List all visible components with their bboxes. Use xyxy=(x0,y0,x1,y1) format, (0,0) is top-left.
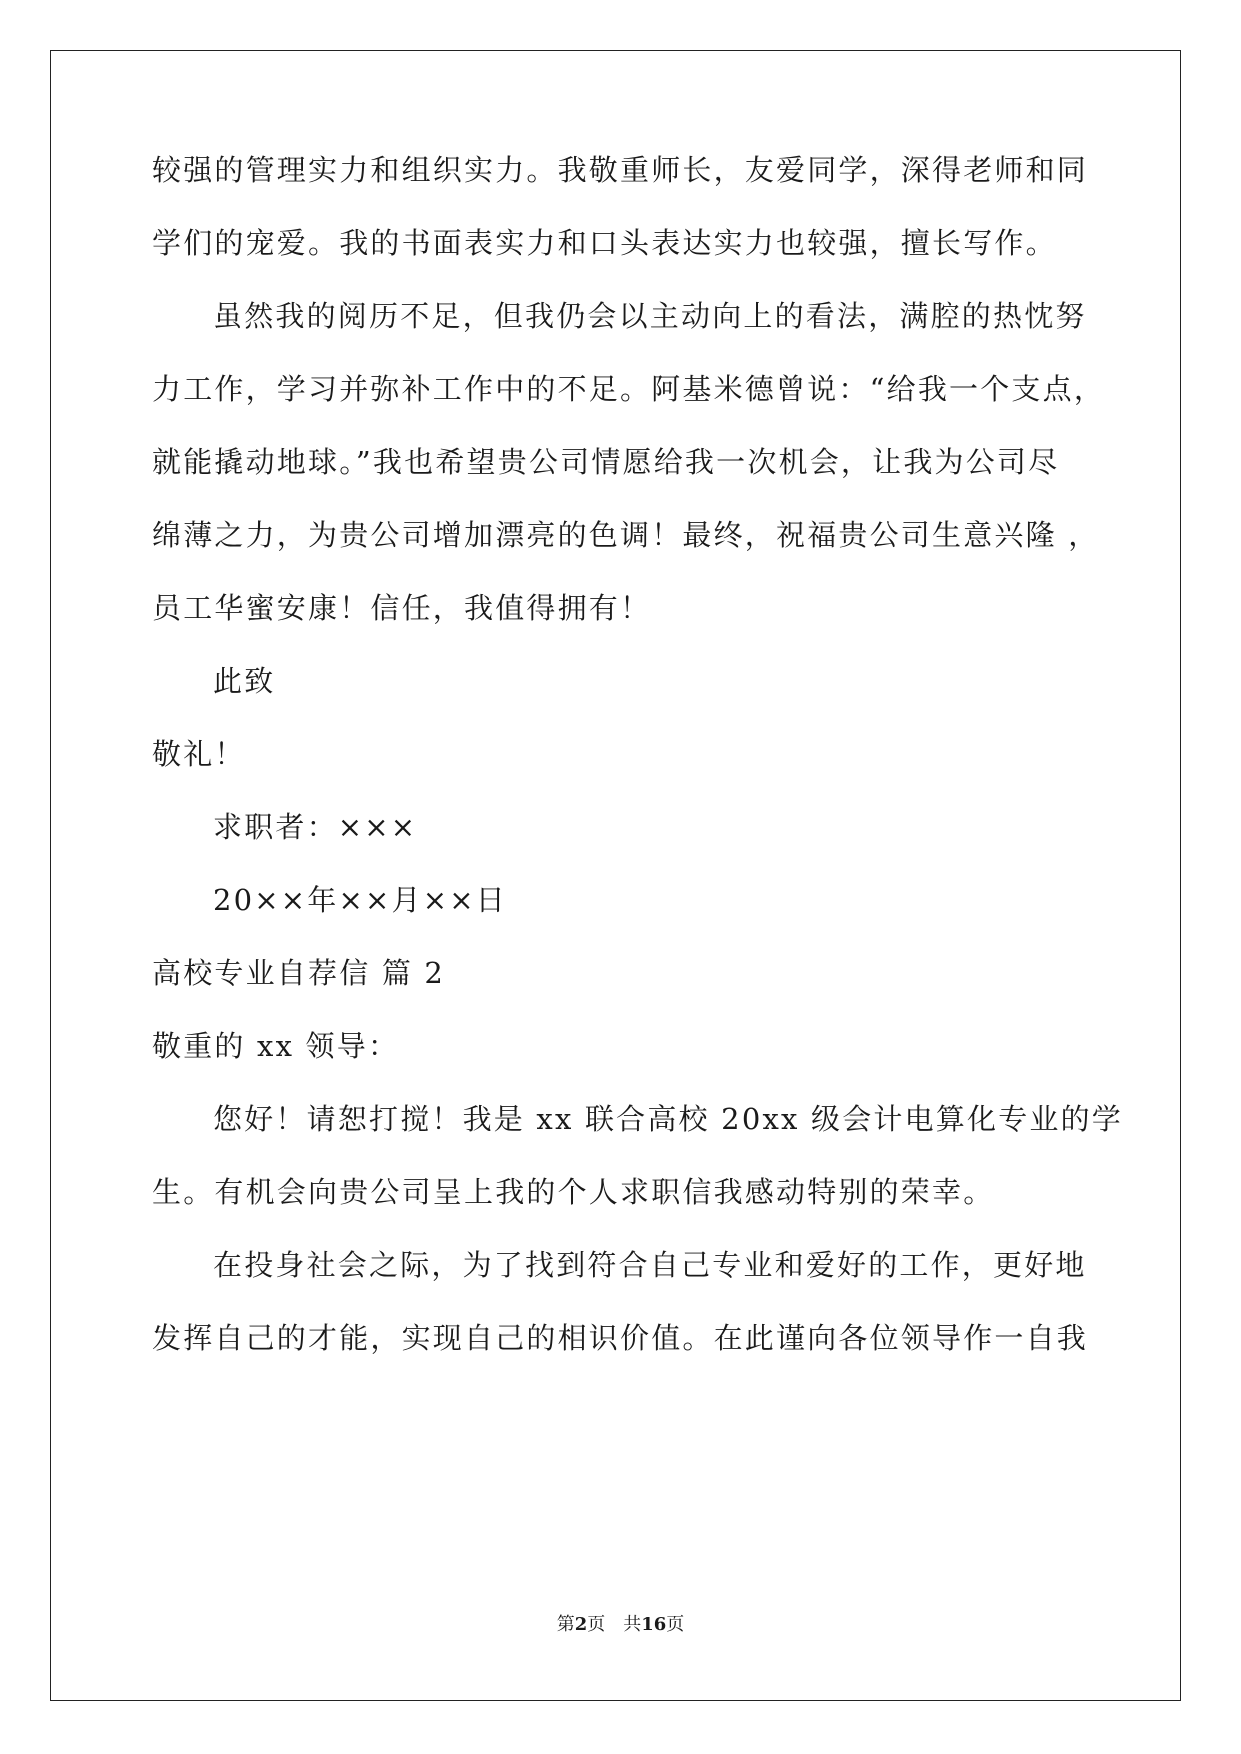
body-line: 发挥自己的才能，实现自己的相识价值。在此谨向各位领导作一自我 xyxy=(152,1321,1089,1355)
signature-line: 求职者：××× xyxy=(213,810,418,844)
footer-mid: 页 共 xyxy=(587,1614,642,1635)
closing-regards: 敬礼！ xyxy=(152,737,246,771)
date-line: 20××年××月××日 xyxy=(213,883,507,917)
section-title: 高校专业自荐信 篇 2 xyxy=(152,956,446,990)
body-line: 就能撬动地球。”我也希望贵公司情愿给我一次机会，让我为公司尽 xyxy=(152,445,1060,479)
body-line: 学们的宠爱。我的书面表实力和口头表达实力也较强，擅长写作。 xyxy=(152,226,1057,260)
body-line: 虽然我的阅历不足，但我仍会以主动向上的看法，满腔的热忱努 xyxy=(213,299,1087,333)
body-line: 较强的管理实力和组织实力。我敬重师长，友爱同学，深得老师和同 xyxy=(152,153,1089,187)
greeting-line: 敬重的 xx 领导： xyxy=(152,1029,400,1063)
body-line: 力工作，学习并弥补工作中的不足。阿基米德曾说：“给我一个支点， xyxy=(152,372,1106,406)
footer-total-pages: 16 xyxy=(641,1614,667,1635)
footer-prefix: 第 xyxy=(556,1614,575,1635)
body-line: 在投身社会之际，为了找到符合自己专业和爱好的工作，更好地 xyxy=(213,1248,1087,1282)
body-line: 员工华蜜安康！信任，我值得拥有！ xyxy=(152,591,652,625)
body-line: 生。有机会向贵公司呈上我的个人求职信我感动特别的荣幸。 xyxy=(152,1175,995,1209)
body-line: 您好！请恕打搅！我是 xx 联合高校 20xx 级会计电算化专业的学 xyxy=(213,1102,1123,1136)
closing-salutation: 此致 xyxy=(213,664,276,698)
footer-page-number: 2 xyxy=(574,1614,588,1635)
body-line: 绵薄之力，为贵公司增加漂亮的色调！最终，祝福贵公司生意兴隆 ， xyxy=(152,518,1100,552)
page-footer xyxy=(0,1613,1241,1637)
footer-suffix: 页 xyxy=(666,1614,685,1635)
